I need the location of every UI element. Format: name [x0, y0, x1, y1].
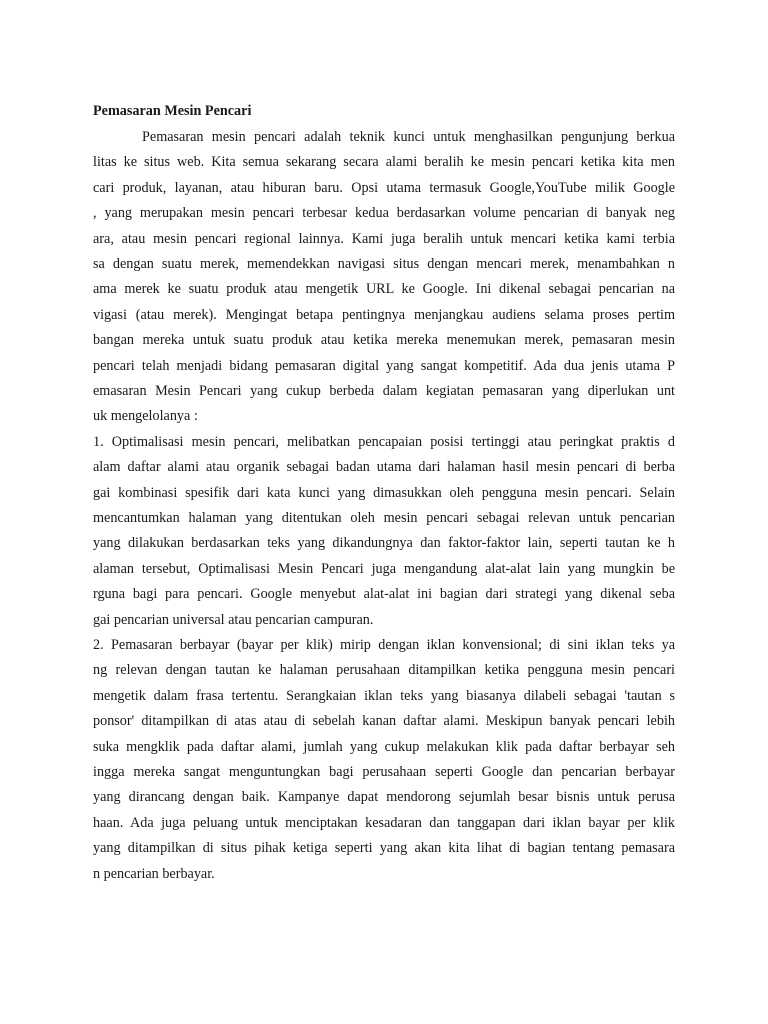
- body-line: bangan mereka untuk suatu produk atau ketika mereka menemukan merek, pemasaran mesin: [93, 332, 675, 349]
- body-line: vigasi (atau merek). Mengingat betapa pentingnya menjangkau audiens selama proses pertim: [93, 306, 675, 323]
- body-line: haan. Ada juga peluang untuk menciptakan kesadaran dan tanggapan dari iklan bayar per klik: [93, 814, 675, 831]
- body-line: mengetik dalam frasa tertentu. Serangkaian iklan teks yang biasanya dilabeli sebagai 'tautan s: [93, 687, 675, 704]
- body-line: yang dilakukan berdasarkan teks yang dikandungnya dan faktor-faktor lain, seperti tautan ke h: [93, 535, 675, 552]
- body-line: pencari telah menjadi bidang pemasaran digital yang sangat kompetitif. Ada dua jenis utama P: [93, 357, 675, 374]
- body-line: , yang merupakan mesin pencari terbesar kedua berdasarkan volume pencarian di banyak neg: [93, 205, 675, 222]
- body-line: sa dengan suatu merek, memendekkan navigasi situs dengan mencari merek, menambahkan n: [93, 256, 675, 272]
- body-line: emasaran Mesin Pencari yang cukup berbeda dalam kegiatan pemasaran yang diperlukan unt: [93, 383, 675, 399]
- body-line: Pemasaran mesin pencari adalah teknik kunci untuk menghasilkan pengunjung berkua: [142, 129, 675, 145]
- body-line: suka mengklik pada daftar alami, jumlah yang cukup melakukan klik pada daftar berbayar seh: [93, 738, 675, 755]
- body-line: litas ke situs web. Kita semua sekarang secara alami beralih ke mesin pencari ketika kita men: [93, 154, 675, 171]
- body-line: uk mengelolanya :: [93, 408, 198, 425]
- body-line: cari produk, layanan, atau hiburan baru. Opsi utama termasuk Google,YouTube milik Google: [93, 179, 675, 196]
- body-line: yang dirancang dengan baik. Kampanye dapat mendorong sejumlah besar bisnis untuk perusa: [93, 789, 675, 806]
- body-line: gai pencarian universal atau pencarian campuran.: [93, 611, 374, 628]
- body-line: mencantumkan halaman yang ditentukan oleh mesin pencari sebagai relevan untuk pencarian: [93, 510, 675, 526]
- body-line: gai kombinasi spesifik dari kata kunci yang dimasukkan oleh pengguna mesin pencari. Selain: [93, 484, 675, 501]
- body-line: ponsor' ditampilkan di atas atau di sebelah kanan daftar alami. Meskipun banyak pencari lebih: [93, 713, 675, 730]
- body-line: 2. Pemasaran berbayar (bayar per klik) mirip dengan iklan konvensional; di sini iklan teks ya: [93, 637, 675, 653]
- body-line: rguna bagi para pencari. Google menyebut alat-alat ini bagian dari strategi yang dikenal seba: [93, 586, 675, 603]
- body-line: 1. Optimalisasi mesin pencari, melibatkan pencapaian posisi tertinggi atau peringkat praktis d: [93, 433, 675, 450]
- body-line: n pencarian berbayar.: [93, 865, 215, 882]
- body-line: alaman tersebut, Optimalisasi Mesin Pencari juga mengandung alat-alat lain yang mungkin be: [93, 560, 675, 577]
- document-title: Pemasaran Mesin Pencari: [93, 103, 252, 119]
- body-line: ingga mereka sangat menguntungkan bagi perusahaan seperti Google dan pencarian berbayar: [93, 764, 675, 780]
- body-line: ng relevan dengan tautan ke halaman perusahaan ditampilkan ketika pengguna mesin pencari: [93, 662, 675, 679]
- body-line: ara, atau mesin pencari regional lainnya. Kami juga beralih untuk mencari ketika kami terbia: [93, 230, 675, 247]
- body-line: yang ditampilkan di situs pihak ketiga seperti yang akan kita lihat di bagian tentang pemasara: [93, 840, 675, 857]
- body-line: ama merek ke suatu produk atau mengetik URL ke Google. Ini dikenal sebagai pencarian na: [93, 281, 675, 298]
- body-line: alam daftar alami atau organik sebagai badan utama dari halaman hasil mesin pencari di berba: [93, 459, 675, 476]
